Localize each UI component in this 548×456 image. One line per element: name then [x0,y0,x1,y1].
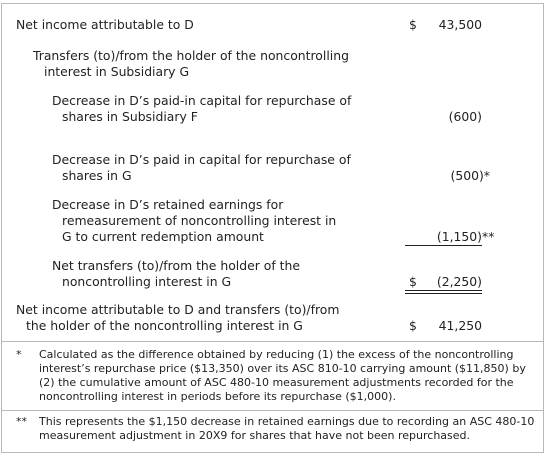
net-transfers-dollar: $ [409,274,417,289]
footnote-1-line1: Calculated as the difference obtained by reducing (1) the excess of the noncontrolling [39,348,514,361]
transfers-header-line2: interest in Subsidiary G [44,64,190,79]
net-transfers-line1: Net transfers (to)/from the holder of the [52,258,300,273]
footnote-2-mark: ** [16,415,27,428]
footnote-1-mark: * [16,348,22,361]
decrease-paid-in-f-amount: (600) [448,109,482,124]
net-income-amount: 43,500 [438,17,482,32]
footnote-divider [1,341,544,342]
total-amount: 41,250 [438,318,482,333]
net-transfers-line2: noncontrolling interest in G [62,274,232,289]
footnote-1-line3: (2) the cumulative amount of ASC 480-10 measurement adjustments recorded for the [39,376,514,389]
total-dollar: $ [409,318,417,333]
total-line1: Net income attributable to D and transfers (to)/from [16,302,340,317]
subtotal-rule [405,245,482,246]
net-transfers-amount: (2,250) [436,274,482,289]
net-income-label: Net income attributable to D [16,17,194,32]
footnote-separator [1,410,544,411]
net-income-dollar: $ [409,17,417,32]
footnote-2-line1: This represents the $1,150 decrease in retained earnings due to recording an ASC 480-10 [39,415,535,428]
decrease-paid-in-f-line1: Decrease in D’s paid-in capital for repurchase of [52,93,352,108]
decrease-retained-line1: Decrease in D’s retained earnings for [52,197,284,212]
decrease-paid-in-g-line2: shares in G [62,168,132,183]
total-line2: the holder of the noncontrolling interest in G [26,318,303,333]
decrease-paid-in-f-line2: shares in Subsidiary F [62,109,198,124]
net-transfers-rule-1 [405,290,482,291]
footnote-2-line2: measurement adjustment in 20X9 for shares that have not been repurchased. [39,429,471,442]
decrease-paid-in-g-amount: (500)* [450,168,490,183]
decrease-retained-mark: ** [482,229,495,244]
decrease-retained-line2: remeasurement of noncontrolling interest in [62,213,337,228]
decrease-paid-in-g-line1: Decrease in D’s paid in capital for repurchase of [52,152,351,167]
decrease-retained-line3: G to current redemption amount [62,229,264,244]
net-transfers-rule-2 [405,293,482,294]
transfers-header-line1: Transfers (to)/from the holder of the noncontrolling [33,48,349,63]
footnote-1-line2: interest’s repurchase price ($13,350) over its ASC 810-10 carrying amount ($11,850) by [39,362,526,375]
decrease-retained-amount: (1,150) [436,229,482,244]
footnote-1-line4: noncontrolling interest in periods before its repurchase ($1,000). [39,390,396,403]
